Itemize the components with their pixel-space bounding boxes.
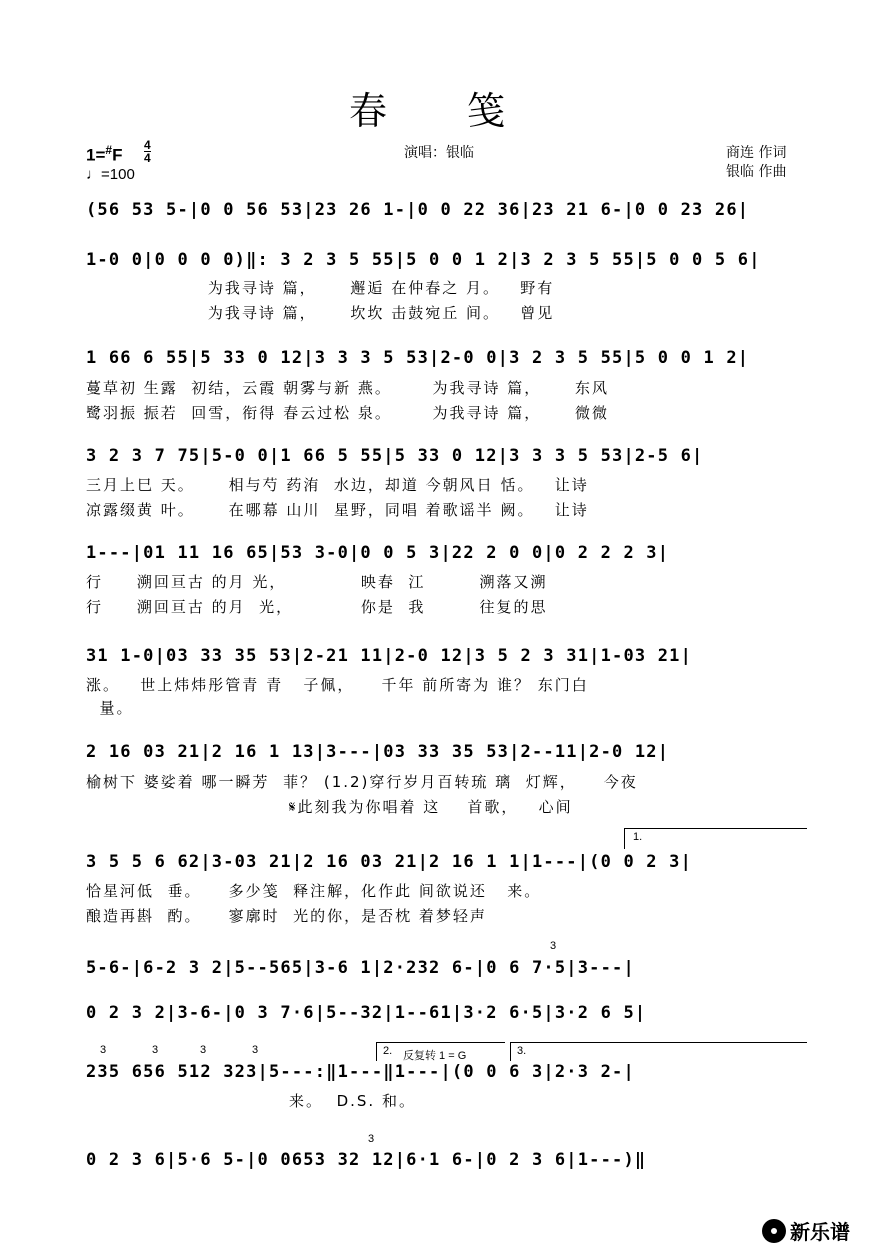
triplet-mark: 3 [200,1044,207,1056]
time-signature: 4 4 [144,138,151,165]
triplet-mark: 3 [152,1044,159,1056]
volta-bracket: 1. [624,828,807,849]
lyric-line: 蔓草初 生露 初结，云霞 朝雾与新 燕。 为我寻诗 篇， 东风 [86,379,610,397]
lyric-line: 𝄋此刻我为你唱着 这 首歌， 心间 [86,798,573,816]
score-row: (56 53 5-|0 0 56 53|23 26 1-|0 0 22 36|23 21 6-|0 0 23 26| [86,200,750,220]
lyric-line: 量。 [86,699,134,717]
lyric-line: 榆树下 婆娑着 哪一瞬芳 菲？ (1.2)穿行岁月百转琉 璃 灯辉， 今夜 [86,773,638,791]
key-signature: 1=#F [86,143,123,165]
lyric-line: 凉露缀黄 叶。 在哪幕 山川 星野，同唱 着歌谣半 阙。 让诗 [86,501,589,519]
lyric-line: 恰星河低 垂。 多少笺 释注解，化作此 间欲说还 来。 [86,882,542,900]
volta-bracket: 3. [510,1042,807,1061]
triplet-mark: 3 [550,940,557,952]
triplet-mark: 3 [100,1044,107,1056]
lyric-line: 鹭羽振 振若 回雪，衔得 春云过松 泉。 为我寻诗 篇， 微微 [86,404,610,422]
song-title: 春 笺 [348,89,540,133]
score-row: 235 656 512 323|5---:‖1---‖1---|(0 0 6 3|2·3 2-| [86,1062,635,1082]
score-row: 3 5 5 6 62|3-03 21|2 16 03 21|2 16 1 1|1---|(0 0 2 3| [86,852,693,872]
score-row: 0 2 3 6|5·6 5-|0 0653 32 12|6·1 6-|0 2 3 6|1---)‖ [86,1150,647,1170]
lyric-line: 涨。 世上炜炜彤管青 青 子佩， 千年 前所寄为 谁？ 东门白 [86,676,589,694]
volta-bracket: 2. 反复转 1 = G [376,1042,505,1061]
score-row: 3 2 3 7 75|5-0 0|1 66 5 55|5 33 0 12|3 3 3 5 53|2-5 6| [86,446,704,466]
singer-credit: 演唱：银临 [404,145,474,161]
score-row: 2 16 03 21|2 16 1 13|3---|03 33 35 53|2--11|2-0 12| [86,742,670,762]
score-row: 5-6-|6-2 3 2|5--565|3-6 1|2·232 6-|0 6 7·5|3---| [86,958,635,978]
lyric-line: 三月上巳 天。 相与芍 药洧 水边，却道 今朝风日 恬。 让诗 [86,476,589,494]
lyric-line: 为我寻诗 篇， 坎坎 击鼓宛丘 间。 曾见 [86,304,555,322]
score-row: 1-0 0|0 0 0 0)‖: 3 2 3 5 55|5 0 0 1 2|3 2 3 5 55|5 0 0 5 6| [86,250,761,270]
tempo-marking: ♩=100 [86,166,135,183]
triplet-mark: 3 [368,1133,375,1145]
lyric-line: 来。 D.S. 和。 [86,1092,416,1110]
lyric-line: 行 溯回亘古 的月 光， 映春 江 溯落又溯 [86,573,548,591]
lyric-line: 行 溯回亘古 的月 光， 你是 我 往复的思 [86,598,548,616]
triplet-mark: 3 [252,1044,259,1056]
lyricist-credit: 商连 作词 [726,145,787,161]
score-row: 1 66 6 55|5 33 0 12|3 3 3 5 53|2-0 0|3 2 3 5 55|5 0 0 1 2| [86,348,750,368]
site-logo: 新乐谱 [762,1216,850,1245]
score-row: 1---|01 11 16 65|53 3-0|0 0 5 3|22 2 0 0|0 2 2 2 3| [86,543,670,563]
disc-icon [762,1219,786,1243]
score-row: 0 2 3 2|3-6-|0 3 7·6|5--32|1--61|3·2 6·5|3·2 6 5| [86,1003,647,1023]
lyric-line: 酿造再斟 酌。 寥廓时 光的你，是否枕 着梦轻声 [86,907,487,925]
score-row: 31 1-0|03 33 35 53|2-21 11|2-0 12|3 5 2 3 31|1-03 21| [86,646,693,666]
composer-credit: 银临 作曲 [726,164,787,180]
lyric-line: 为我寻诗 篇， 邂逅 在仲春之 月。 野有 [86,279,555,297]
